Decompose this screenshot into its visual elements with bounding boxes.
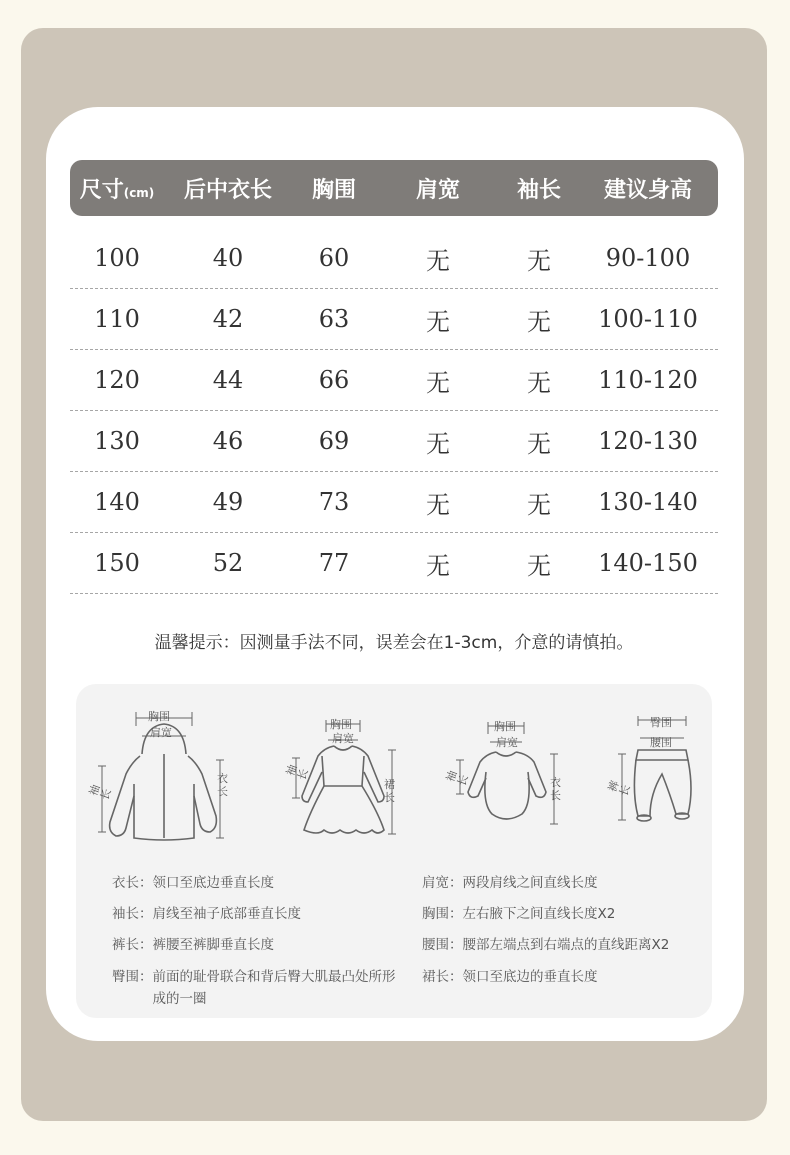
definition-hip — [112, 966, 404, 1010]
cell-back-length: 40 — [212, 244, 244, 272]
cell-chest: 77 — [318, 549, 350, 577]
cell-height: 130-140 — [598, 488, 698, 516]
cell-height: 90-100 — [605, 244, 691, 272]
romper-label-sleeve: 袖长 — [443, 768, 471, 788]
romper-label-length: 衣长 — [550, 776, 561, 802]
cell-chest: 60 — [318, 244, 350, 272]
definition-garment-length — [112, 872, 412, 894]
table-row — [70, 228, 718, 289]
cell-chest: 63 — [318, 305, 350, 333]
jacket-label-sleeve: 袖长 — [86, 782, 114, 802]
header-height: 建议身高 — [603, 177, 692, 203]
cell-sleeve: 无 — [527, 429, 551, 458]
cell-sleeve: 无 — [527, 246, 551, 275]
cell-height: 140-150 — [598, 549, 698, 577]
dress-label-chest: 胸围 — [330, 718, 352, 731]
cell-height: 100-110 — [598, 305, 698, 333]
definition-sleeve-length — [112, 903, 412, 925]
cell-shoulder: 无 — [426, 246, 450, 275]
cell-size: 150 — [94, 549, 140, 577]
cell-size: 100 — [94, 244, 140, 272]
cell-height: 120-130 — [598, 427, 698, 455]
cell-size: 110 — [94, 305, 140, 333]
jacket-label-shoulder: 肩宽 — [150, 726, 172, 739]
romper-label-shoulder: 肩宽 — [496, 736, 518, 749]
definition-value: 两段肩线之间直线长度 — [462, 875, 598, 891]
definition-key: 袖长： — [112, 906, 153, 922]
header-shoulder: 肩宽 — [415, 177, 460, 203]
table-row — [70, 472, 718, 533]
pants-label-waist: 腰围 — [650, 736, 672, 749]
table-row — [70, 533, 718, 594]
cell-shoulder: 无 — [426, 429, 450, 458]
cell-chest: 73 — [318, 488, 350, 516]
cell-chest: 66 — [318, 366, 350, 394]
cell-back-length: 52 — [212, 549, 244, 577]
definition-shoulder — [422, 872, 712, 894]
cell-shoulder: 无 — [426, 490, 450, 519]
dress-label-shoulder: 肩宽 — [332, 732, 354, 745]
cell-size: 120 — [94, 366, 140, 394]
cell-size: 130 — [94, 427, 140, 455]
definition-value: 裤腰至裤脚垂直长度 — [152, 937, 274, 953]
cell-back-length: 49 — [212, 488, 244, 516]
dress-label-length: 裙长 — [384, 778, 395, 804]
definition-skirt-length — [422, 966, 712, 988]
cell-back-length: 46 — [212, 427, 244, 455]
measurement-tip: 温馨提示：因测量手法不同，误差会在1-3cm，介意的请慎拍。 — [154, 633, 634, 653]
cell-sleeve: 无 — [527, 551, 551, 580]
jacket-label-length: 衣长 — [217, 772, 228, 798]
definition-key: 胸围： — [422, 906, 463, 922]
definition-value: 左右腋下之间直线长度X2 — [462, 906, 616, 922]
cell-sleeve: 无 — [527, 368, 551, 397]
definition-value: 腰部左端点到右端点的直线距离X2 — [462, 937, 670, 953]
cell-back-length: 42 — [212, 305, 244, 333]
jacket-label-chest: 胸围 — [148, 710, 170, 723]
cell-back-length: 44 — [212, 366, 244, 394]
definition-key: 衣长： — [112, 875, 153, 891]
cell-shoulder: 无 — [426, 368, 450, 397]
cell-height: 110-120 — [598, 366, 698, 394]
pants-label-hip: 臀围 — [650, 716, 672, 729]
size-table-body — [70, 228, 718, 594]
pants-label-length: 裤长 — [605, 778, 633, 798]
definition-value: 领口至底边的垂直长度 — [462, 969, 598, 985]
header-size: 尺寸(cm) — [79, 177, 155, 203]
definition-value: 前面的耻骨联合和背后臀大肌最凸处所形成的一圈 — [152, 969, 396, 1007]
definition-waist — [422, 934, 712, 956]
cell-size: 140 — [94, 488, 140, 516]
dress-label-sleeve: 袖长 — [283, 762, 311, 782]
cell-sleeve: 无 — [527, 490, 551, 519]
definition-value: 肩线至袖子底部垂直长度 — [152, 906, 301, 922]
size-table-header — [70, 160, 718, 216]
definition-key: 腰围： — [422, 937, 463, 953]
cell-sleeve: 无 — [527, 307, 551, 336]
table-row — [70, 411, 718, 472]
definition-key: 肩宽： — [422, 875, 463, 891]
definition-pants-length — [112, 934, 412, 956]
table-row — [70, 350, 718, 411]
cell-shoulder: 无 — [426, 307, 450, 336]
definition-value: 领口至底边垂直长度 — [152, 875, 274, 891]
definition-key: 臀围： — [112, 969, 153, 985]
cell-shoulder: 无 — [426, 551, 450, 580]
header-sleeve: 袖长 — [516, 177, 561, 203]
definition-key: 裙长： — [422, 969, 463, 985]
definition-key: 裤长： — [112, 937, 153, 953]
table-row — [70, 289, 718, 350]
definition-chest — [422, 903, 712, 925]
header-back-length: 后中衣长 — [183, 177, 272, 203]
cell-chest: 69 — [318, 427, 350, 455]
romper-label-chest: 胸围 — [494, 720, 516, 733]
header-chest: 胸围 — [311, 177, 356, 203]
